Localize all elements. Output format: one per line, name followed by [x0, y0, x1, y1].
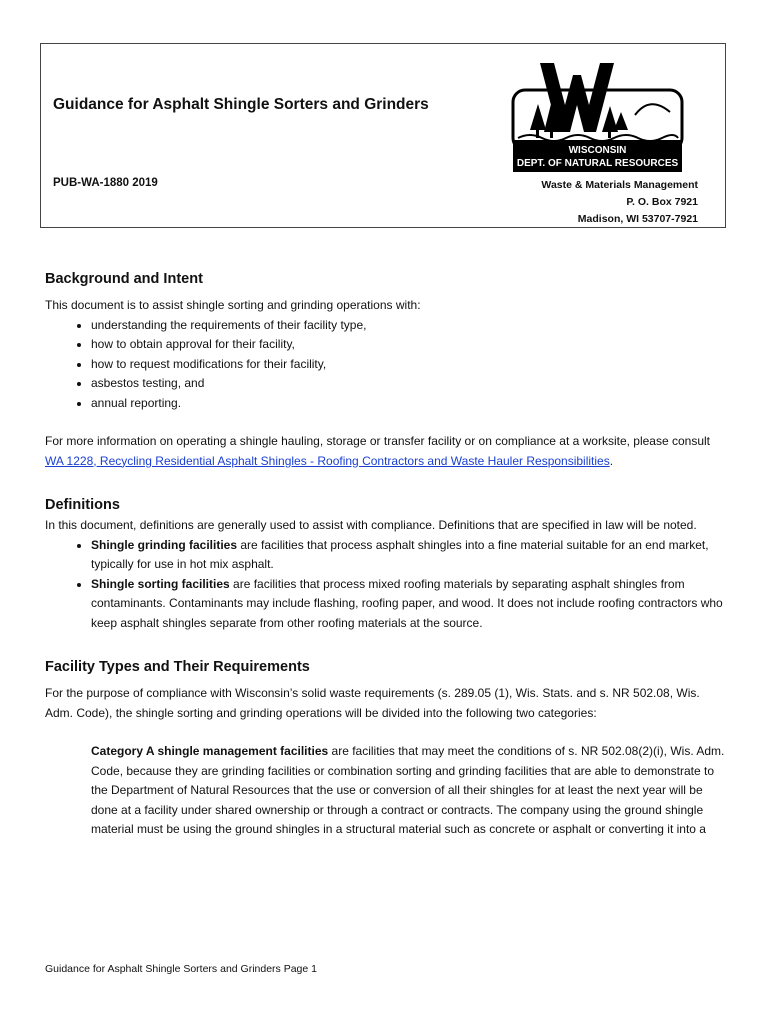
address-line: P. O. Box 7921 [626, 196, 698, 208]
facility-types-intro: For the purpose of compliance with Wisconsin’s solid waste requirements (s. 289.05 (1), Wis. Stats. and s. NR 502.08, Wis. Adm. Code), the shingle sorting and grinding operations will be divided into the following two categories: [45, 686, 700, 720]
list-item: • asbestos testing, and [91, 374, 725, 394]
list-item [91, 575, 725, 634]
definition-text: are facilities that process asphalt shingles into a fine material suitable for an end market, typically for use in hot mix asphalt. [91, 537, 709, 571]
background-intro: This document is to assist shingle sorting and grinding operations with: [45, 298, 421, 312]
logo-state-text: WISCONSIN [568, 145, 627, 156]
section-heading-definitions: Definitions [45, 497, 120, 513]
document-body [45, 268, 725, 840]
document-title: Guidance for Asphalt Shingle Sorters and Grinders [53, 96, 429, 113]
more-info-end: . [609, 453, 614, 468]
wa1228-link[interactable]: WA 1228, Recycling Residential Asphalt Shingles - Roofing Contractors and Waste Hauler Responsibilities [45, 453, 610, 468]
definition-term: Shingle sorting facilities [91, 576, 230, 591]
list-item [91, 536, 725, 575]
section-heading-background: Background and Intent [45, 271, 203, 287]
address-line: Waste & Materials Management [541, 179, 698, 191]
background-bullet-list [45, 316, 725, 414]
address-line: Madison, WI 53707-7921 [577, 213, 698, 225]
wdnr-logo [510, 60, 685, 172]
logo-dept-text: DEPT. OF NATURAL RESOURCES [516, 158, 679, 169]
list-item: • how to request modifications for their facility, [91, 355, 725, 375]
category-a-paragraph [45, 742, 725, 840]
category-a-term: Category A shingle management facilities [91, 744, 329, 758]
publication-id: PUB-WA-1880 2019 [53, 177, 158, 189]
definition-text: are facilities that process mixed roofing materials by separating asphalt shingles from contaminants. Contaminants may include flashing, roofing paper, and wood. It does not include roofing contractors who keep asphalt shingles separate from other roofing materials at the source. [91, 576, 723, 630]
list-item: • understanding the requirements of their facility type, [91, 316, 725, 336]
list-item: • how to obtain approval for their facility, [91, 335, 725, 355]
more-info-text: For more information on operating a shingle hauling, storage or transfer facility or on compliance at a worksite, please consult [45, 434, 711, 448]
definitions-list [45, 536, 725, 634]
page-footer: Guidance for Asphalt Shingle Sorters and Grinders Page 1 [45, 963, 317, 975]
definitions-intro: In this document, definitions are generally used to assist with compliance. Definitions that are specified in law will be noted. [45, 518, 697, 532]
category-a-text: are facilities that may meet the conditions of s. NR 502.08(2)(i), Wis. Adm. Code, because they are grinding facilities or combination sorting and grinding facilities that are able to demonstrate to the Department of Natural Resources that the use or conversion of all their shingles for at least the next year will be done at a facility under shared ownership or through a contract or contracts. The company using the ground shingle material must be using the ground shingles in a structural material such as concrete or asphalt or converting it into a [91, 744, 725, 836]
mailing-address [541, 177, 698, 228]
definition-term: Shingle grinding facilities [91, 537, 238, 552]
section-heading-facility-types: Facility Types and Their Requirements [45, 659, 310, 675]
list-item: • annual reporting. [91, 394, 725, 414]
more-info-paragraph [45, 432, 725, 471]
